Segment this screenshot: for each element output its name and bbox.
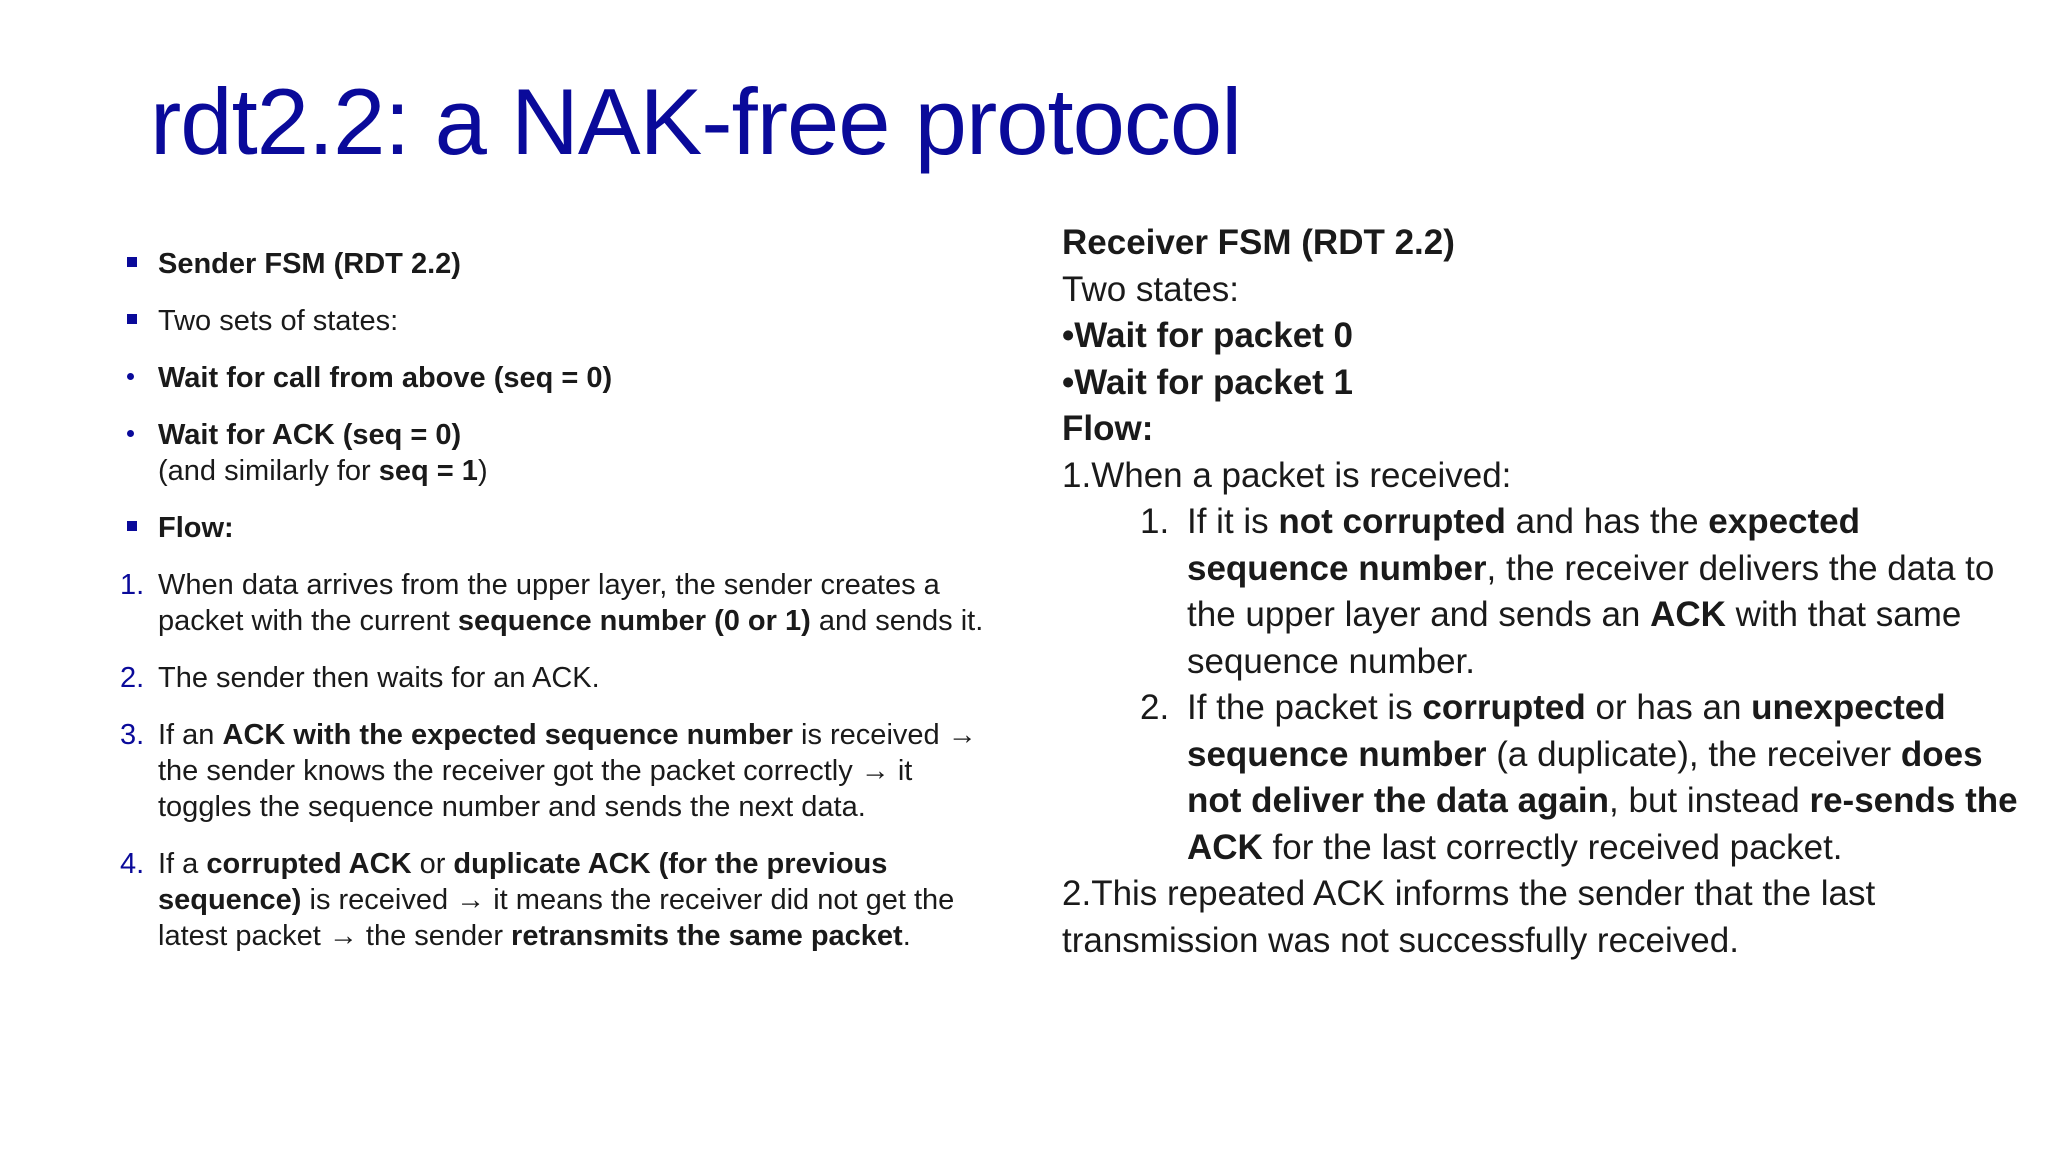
substep-bold: corrupted: [1422, 688, 1586, 727]
substep-text: , the receiver delivers the data to the upper layer and sends an: [1187, 548, 1995, 634]
substep-bold: re-sends the ACK: [1187, 781, 2018, 867]
substep-bold: not corrupted: [1278, 502, 1506, 541]
two-sets-text: Two sets of states:: [158, 305, 399, 337]
flow-step: [118, 567, 998, 639]
substep-text: If the packet is: [1187, 688, 1423, 727]
list-item: [118, 246, 998, 282]
substep-text: or has an: [1585, 688, 1752, 727]
step-text: or: [411, 848, 454, 880]
receiver-step-2: 2.This repeated ACK informs the sender that the last transmission was not successfully received.: [1062, 874, 1876, 960]
step-text: is received → the sender knows the receiver got the packet correctly → it toggles the sequence number and sends the next data.: [158, 719, 977, 823]
step-text: and sends it.: [810, 605, 984, 637]
step-bold: retransmits the same packet: [511, 920, 903, 952]
similarly-suffix: ): [477, 455, 488, 487]
two-states-text: Two states:: [1062, 269, 1240, 309]
substep-bold: unexpected sequence number: [1187, 688, 1946, 774]
substep-text: for the last correctly received packet.: [1262, 827, 1843, 867]
step-text: is received → it means the receiver did not get the latest packet → the sender: [158, 884, 955, 952]
substep-text: with that same sequence number.: [1187, 595, 1962, 681]
receiver-flow-heading: Flow:: [1062, 409, 1154, 448]
list-item: [118, 360, 998, 396]
step-number: 3.: [120, 719, 145, 751]
receiver-heading: Receiver FSM (RDT 2.2): [1062, 223, 1455, 262]
flow-step: [118, 846, 998, 954]
receiver-state-0: •Wait for packet 0: [1062, 316, 1354, 355]
substep-text: and has the: [1505, 502, 1709, 541]
substep-number: 1.: [1140, 502, 1170, 541]
step-number: 2.: [120, 662, 145, 694]
substep-bold: ACK: [1650, 595, 1726, 634]
receiver-substep: [1062, 499, 2022, 685]
step-text: The sender then waits for an ACK.: [158, 662, 600, 694]
receiver-column: [1062, 220, 2022, 964]
step-text: If an: [158, 719, 223, 751]
step-bold: corrupted ACK: [206, 848, 412, 880]
step-number: 4.: [120, 848, 145, 880]
substep-text: If it is: [1187, 502, 1279, 541]
sender-heading: Sender FSM (RDT 2.2): [158, 248, 461, 280]
flow-step: [118, 717, 998, 825]
slide-title: rdt2.2: a NAK-free protocol: [150, 69, 1242, 174]
state-wait-ack: Wait for ACK (seq = 0): [158, 419, 462, 451]
list-item: [118, 303, 998, 339]
similarly-prefix: (and similarly for: [158, 455, 379, 487]
state-wait-call: Wait for call from above (seq = 0): [158, 362, 613, 394]
step-text: If a: [158, 848, 207, 880]
substep-number: 2.: [1140, 688, 1170, 727]
list-item: [118, 417, 998, 489]
receiver-substep: [1062, 685, 2022, 871]
step-bold: ACK with the expected sequence number: [222, 719, 793, 751]
step-bold: duplicate ACK (for the previous sequence): [158, 848, 888, 916]
substep-bold: does not deliver the data again: [1187, 734, 1983, 820]
step-bold: sequence number (0 or 1): [457, 605, 811, 637]
step-text: .: [902, 920, 911, 952]
substep-bold: expected sequence number: [1187, 502, 1861, 588]
flow-heading: Flow:: [158, 512, 234, 544]
receiver-step-1-intro: 1.When a packet is received:: [1062, 455, 1512, 495]
similarly-bold: seq = 1: [378, 455, 478, 487]
sender-column: [118, 246, 998, 975]
receiver-state-1: •Wait for packet 1: [1062, 362, 1354, 402]
step-text: When data arrives from the upper layer, the sender creates a packet with the current: [158, 569, 940, 637]
step-number: 1.: [120, 569, 145, 601]
substep-text: (a duplicate), the receiver: [1486, 734, 1901, 774]
substep-text: , but instead: [1609, 781, 1810, 820]
flow-step: [118, 660, 998, 696]
list-item: [118, 510, 998, 546]
